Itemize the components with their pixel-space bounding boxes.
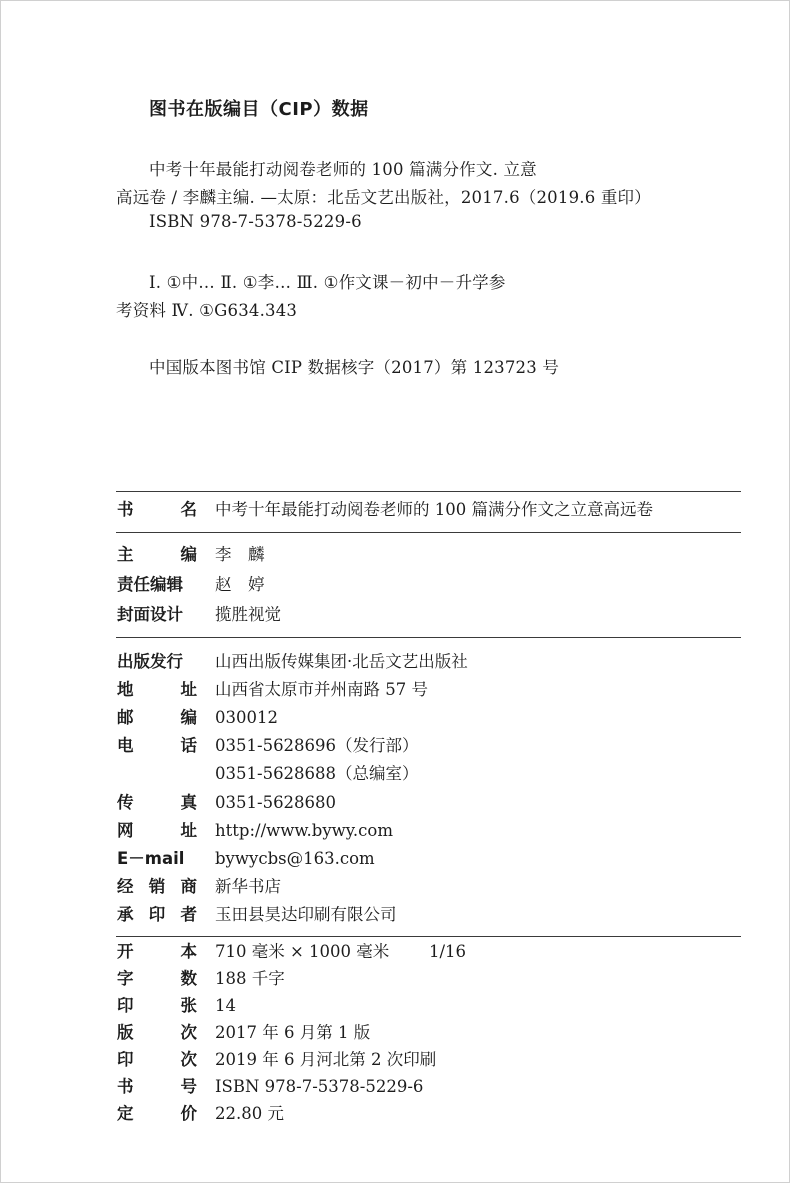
printing-label: 印 次 bbox=[117, 1050, 197, 1069]
editor-label: 主 编 bbox=[117, 545, 197, 564]
phone-value-sales: 0351-5628696（发行部） bbox=[215, 736, 419, 755]
edition-label: 版 次 bbox=[117, 1023, 197, 1042]
format-value: 710 毫米 × 1000 毫米 bbox=[215, 942, 390, 961]
phone-row bbox=[117, 732, 737, 760]
publisher-row bbox=[117, 648, 737, 676]
website-label: 网 址 bbox=[117, 821, 197, 840]
printing-row bbox=[117, 1046, 737, 1074]
edition-row bbox=[117, 1019, 737, 1047]
cover-design-label: 封面设计 bbox=[117, 605, 183, 624]
format-fold-value: 1/16 bbox=[429, 942, 467, 961]
postcode-row bbox=[117, 704, 737, 732]
website-row bbox=[117, 817, 737, 845]
address-label: 地 址 bbox=[117, 680, 197, 699]
format-label: 开 本 bbox=[117, 942, 197, 961]
printed-sheets-label: 印 张 bbox=[117, 996, 197, 1015]
divider-rule bbox=[116, 532, 741, 533]
phone-value-editorial: 0351-5628688（总编室） bbox=[215, 764, 419, 783]
address-row bbox=[117, 676, 737, 704]
responsible-editor-label: 责任编辑 bbox=[117, 575, 183, 594]
cover-design-row bbox=[117, 601, 737, 629]
postcode-value: 030012 bbox=[215, 708, 278, 727]
email-value: bywycbs@163.com bbox=[215, 849, 375, 868]
isbn-value: ISBN 978-7-5378-5229-6 bbox=[215, 1077, 424, 1096]
phone-row-2 bbox=[117, 760, 737, 788]
printer-label: 承 印 者 bbox=[117, 905, 197, 924]
cip-editor-publisher-line: 高远卷 / 李麟主编. —太原：北岳文艺出版社，2017.6（2019.6 重印） bbox=[116, 188, 651, 207]
postcode-label: 邮 编 bbox=[117, 708, 197, 727]
printer-row bbox=[117, 901, 737, 929]
price-value: 22.80 元 bbox=[215, 1104, 284, 1123]
fax-value: 0351-5628680 bbox=[215, 793, 337, 812]
distributor-row bbox=[117, 873, 737, 901]
book-title-label: 书 名 bbox=[117, 500, 197, 519]
phone-label: 电 话 bbox=[117, 736, 197, 755]
printed-sheets-row bbox=[117, 992, 737, 1020]
book-title-row bbox=[117, 496, 737, 524]
isbn-label: 书 号 bbox=[117, 1077, 197, 1096]
edition-value: 2017 年 6 月第 1 版 bbox=[215, 1023, 371, 1042]
distributor-label: 经 销 商 bbox=[117, 877, 197, 896]
word-count-label: 字 数 bbox=[117, 969, 197, 988]
distributor-value: 新华书店 bbox=[215, 877, 281, 896]
responsible-editor-value: 赵 婷 bbox=[215, 575, 265, 594]
isbn-row bbox=[117, 1073, 737, 1101]
fax-label: 传 真 bbox=[117, 793, 197, 812]
publisher-value: 山西出版传媒集团·北岳文艺出版社 bbox=[215, 652, 468, 671]
printing-value: 2019 年 6 月河北第 2 次印刷 bbox=[215, 1050, 437, 1069]
editor-row bbox=[117, 541, 737, 569]
printed-sheets-value: 14 bbox=[215, 996, 236, 1015]
book-title-value: 中考十年最能打动阅卷老师的 100 篇满分作文之立意高远卷 bbox=[215, 500, 653, 519]
editor-value: 李 麟 bbox=[215, 545, 265, 564]
responsible-editor-row bbox=[117, 571, 737, 599]
website-value: http://www.bywy.com bbox=[215, 821, 393, 840]
publisher-label: 出版发行 bbox=[117, 652, 183, 671]
cip-isbn-line: ISBN 978-7-5378-5229-6 bbox=[149, 212, 362, 231]
price-label: 定 价 bbox=[117, 1104, 197, 1123]
divider-rule bbox=[116, 637, 741, 638]
fax-row bbox=[117, 789, 737, 817]
price-row bbox=[117, 1100, 737, 1128]
format-row bbox=[117, 938, 737, 966]
cip-title: 图书在版编目（CIP）数据 bbox=[149, 99, 369, 120]
address-value: 山西省太原市并州南路 57 号 bbox=[215, 680, 428, 699]
cip-book-title-line: 中考十年最能打动阅卷老师的 100 篇满分作文. 立意 bbox=[149, 160, 537, 179]
cip-classification-line-cont: 考资料 Ⅳ. ①G634.343 bbox=[116, 301, 298, 320]
email-label: E－mail bbox=[117, 849, 185, 868]
divider-rule bbox=[116, 936, 741, 937]
printer-value: 玉田县昊达印刷有限公司 bbox=[215, 905, 397, 924]
cip-classification-line: Ⅰ. ①中… Ⅱ. ①李… Ⅲ. ①作文课－初中－升学参 bbox=[149, 273, 506, 292]
cover-design-value: 揽胜视觉 bbox=[215, 605, 281, 624]
divider-rule bbox=[116, 491, 741, 492]
email-row bbox=[117, 845, 737, 873]
cip-record-number: 中国版本图书馆 CIP 数据核字（2017）第 123723 号 bbox=[149, 358, 560, 377]
word-count-value: 188 千字 bbox=[215, 969, 285, 988]
word-count-row bbox=[117, 965, 737, 993]
